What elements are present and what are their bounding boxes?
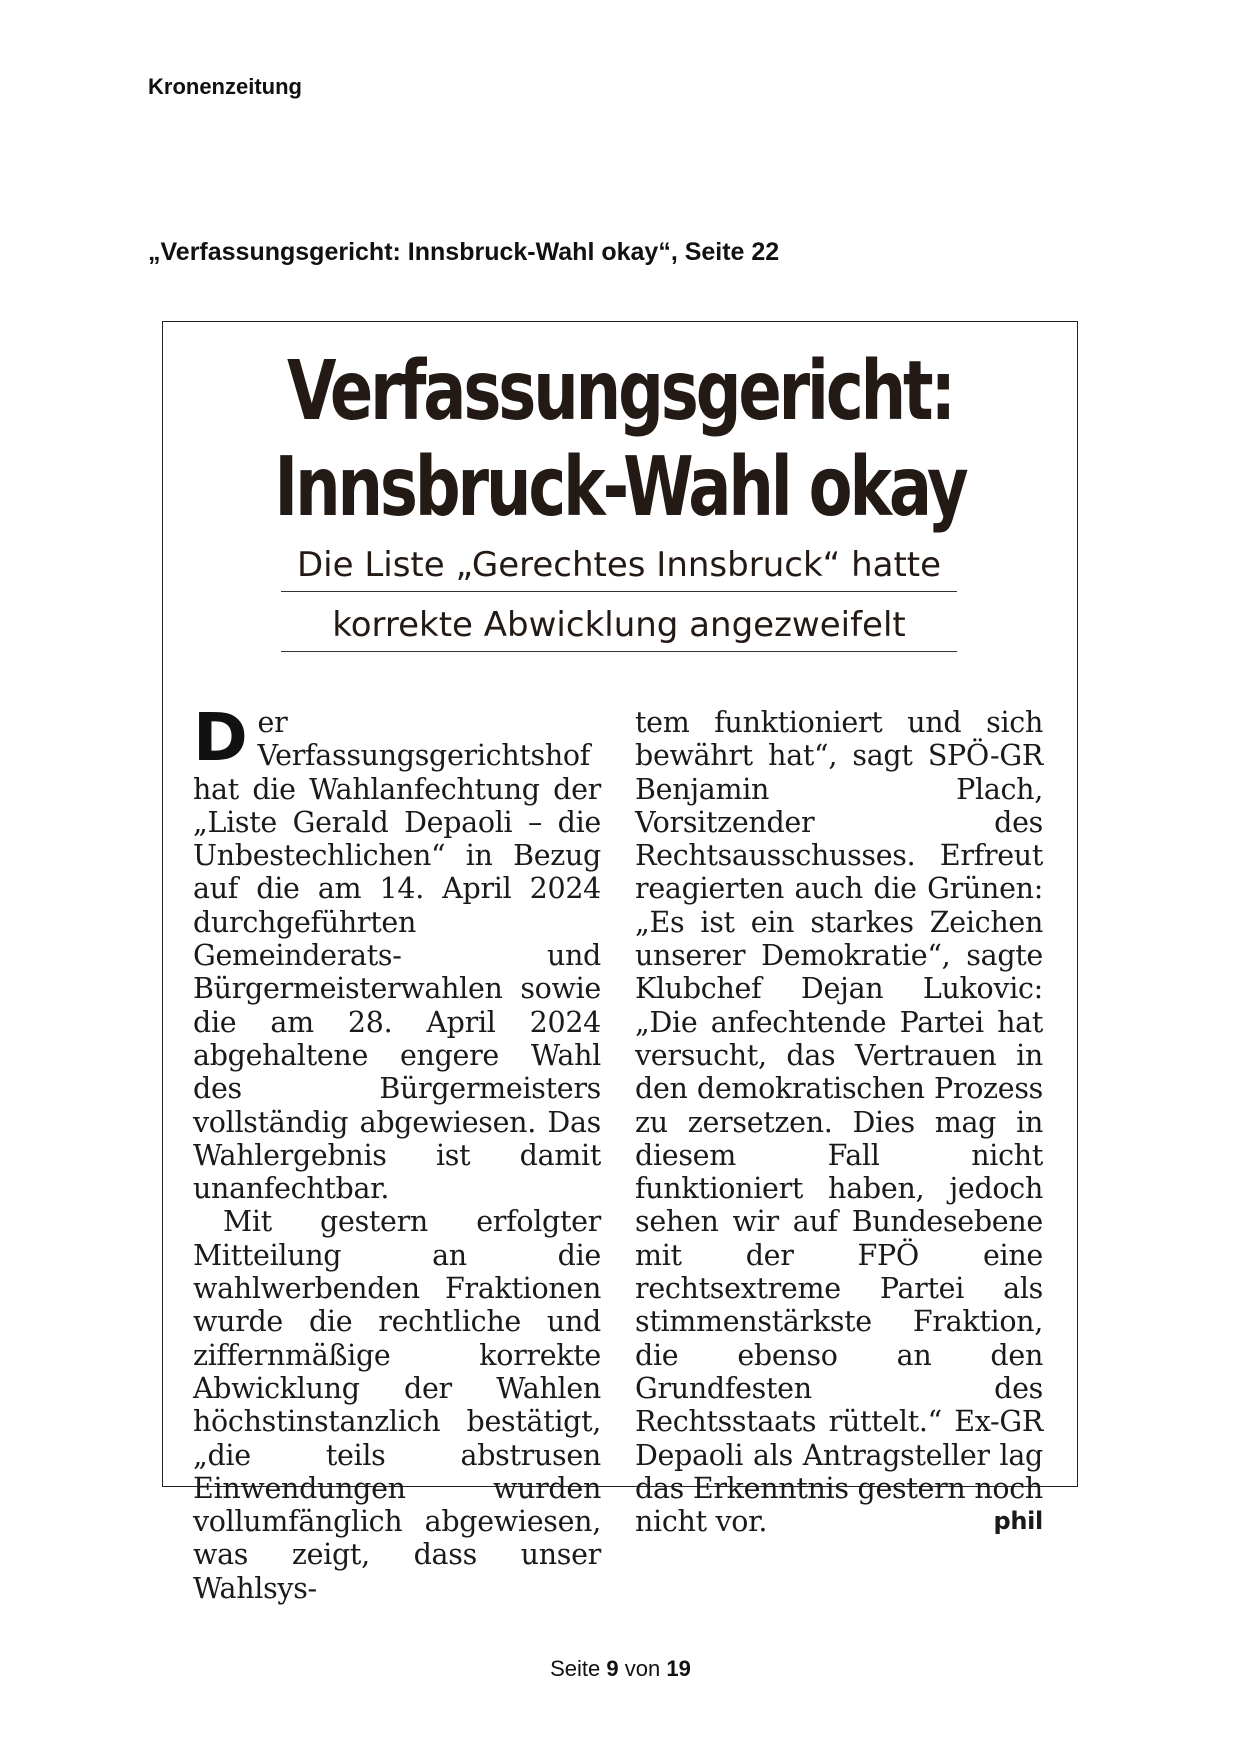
of-word: von (624, 1656, 661, 1681)
headline-line-2: Innsbruck-Wahl okay (274, 440, 966, 535)
subheadline-line-2: korrekte Abwicklung angezweifelt (281, 601, 957, 652)
subheadline-line-1: Die Liste „Gerechtes Innsbruck“ hatte (281, 541, 957, 592)
article-reference-title: „Verfassungsgericht: Innsbruck-Wahl okay“, Seite 22 (148, 238, 780, 266)
article-paragraph (193, 699, 601, 1206)
paragraph-3-text: tem funktioniert und sich bewährt hat“, sagt SPÖ-GR Benjamin Plach, Vorsitzender des Rechtsausschusses. Erfreut reagierten auch die Grünen: „Es ist ein starkes Zeichen unserer Demokratie“, sagte Klubchef Dejan Lukovic: „Die anfechtende Partei hat versucht, das Vertrauen in den demokratischen Prozess zu zersetzen. Dies mag in diesem Fall nicht funktioniert haben, jedoch sehen wir auf Bundesebene mit der FPÖ eine rechtsextreme Partei als stimmenstärkste Fraktion, die ebenso an den Grundfesten des Rechtsstaats rüttelt.“ Ex-GR Depaoli als Antragsteller lag das Erkenntnis gestern noch nicht vor. (635, 706, 1043, 1539)
page-number (0, 1656, 1241, 1682)
article-paragraph-2: Mit gestern erfolgter Mitteilung an die wahlwerbenden Fraktionen wurde die rechtliche und ziffernmäßige korrekte Abwicklung der Wahlen höchstinstanzlich bestätigt, „die teils abstrusen Einwendungen wurden vollumfänglich abgewiesen, was zeigt, dass unser Wahlsys- (193, 1205, 601, 1605)
article-column-right (635, 706, 1043, 1538)
paragraph-1-text: er Verfassungsgerichtshof hat die Wahlanfechtung der „Liste Gerald Depaoli – die Unbestechlichen“ in Bezug auf die am 14. April 2024 durchgeführten Gemeinderats- und Bürgermeisterwahlen sowie die am 28. April 2024 abgehaltene engere Wahl des Bürgermeisters vollständig abgewiesen. Das Wahlergebnis ist damit unanfechtbar. (193, 706, 601, 1206)
page-word: Seite (550, 1656, 601, 1681)
headline-line-1: Verfassungsgericht: (287, 344, 953, 439)
article-column-left (193, 699, 601, 1605)
current-page: 9 (606, 1656, 619, 1681)
total-pages: 19 (666, 1656, 691, 1681)
drop-cap: D (193, 699, 248, 776)
article-paragraph-3 (635, 706, 1043, 1538)
article-headline (264, 344, 977, 536)
publication-source: Kronenzeitung (148, 74, 302, 99)
author-tag: phil (993, 1507, 1043, 1536)
newspaper-clipping (162, 321, 1078, 1605)
